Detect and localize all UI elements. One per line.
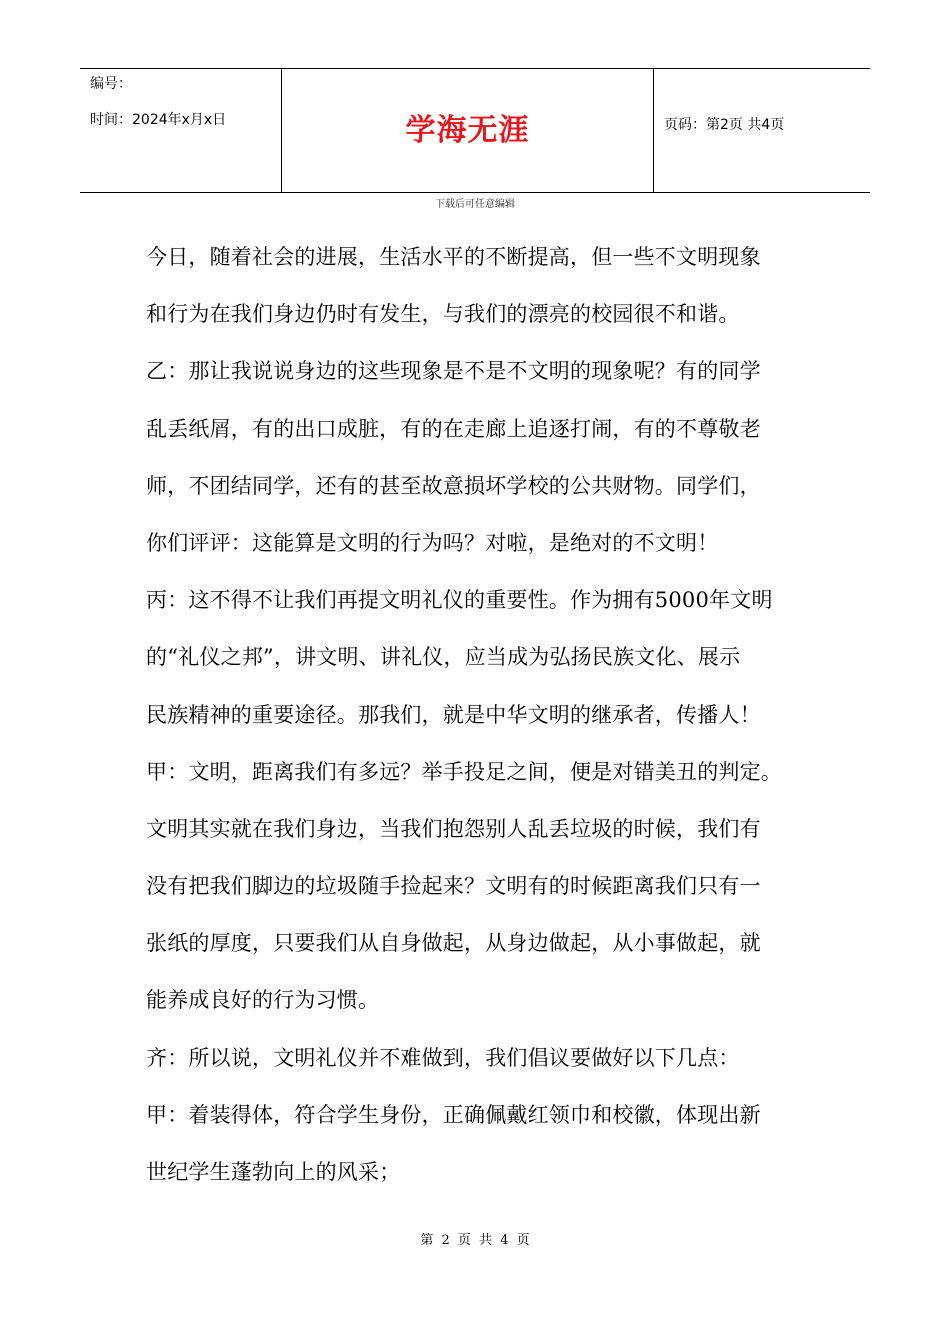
- body-line: 张纸的厚度，只要我们从自身做起，从身边做起，从小事做起，就: [146, 931, 761, 956]
- header-right-cell: [654, 69, 870, 192]
- header-left-cell: [80, 69, 281, 192]
- body-text: [146, 233, 846, 1205]
- body-line: 的“礼仪之邦”，讲文明、讲礼仪，应当成为弘扬民族文化、展示: [146, 645, 741, 670]
- body-line: 民族精神的重要途径。那我们，就是中华文明的继承者，传播人！: [146, 702, 761, 727]
- page-label: 页码：第2页 共4页: [664, 117, 785, 133]
- body-line: 今日，随着社会的进展，生活水平的不断提高，但一些不文明现象: [146, 245, 761, 269]
- brand-title: 学海无涯: [405, 113, 530, 148]
- body-line: 甲：文明，距离我们有多远？举手投足之间，便是对错美丑的判定。: [146, 759, 782, 784]
- body-line: 文明其实就在我们身边，当我们抱怨别人乱丢垃圾的时候，我们有: [146, 816, 761, 841]
- header-table: [80, 68, 870, 193]
- body-line: 能养成良好的行为习惯。: [146, 988, 380, 1013]
- header-brand-cell: [281, 69, 654, 192]
- serial-label: 编号：: [90, 76, 132, 92]
- body-line: 甲：着装得体，符合学生身份，正确佩戴红领巾和校徽，体现出新: [146, 1102, 761, 1127]
- body-line: 和行为在我们身边仍时有发生，与我们的漂亮的校园很不和谐。: [146, 302, 740, 327]
- body-line: 乙：那让我说说身边的这些现象是不是不文明的现象呢？有的同学: [146, 359, 761, 384]
- body-line: 乱丢纸屑，有的出口成脏，有的在走廊上追逐打闹，有的不尊敬老: [146, 416, 761, 441]
- body-line: 没有把我们脚边的垃圾随手捡起来？文明有的时候距离我们只有一: [146, 874, 761, 899]
- body-line: 齐：所以说，文明礼仪并不难做到，我们倡议要做好以下几点：: [146, 1045, 740, 1070]
- time-label: 时间：2024年x月x日: [90, 112, 227, 128]
- download-note: 下载后可任意编辑: [435, 199, 515, 210]
- body-line: 丙：这不得不让我们再提文明礼仪的重要性。作为拥有5000年文明: [146, 588, 773, 613]
- body-line: 你们评评：这能算是文明的行为吗？对啦，是绝对的不文明！: [146, 530, 719, 555]
- page-footer: 第 2 页 共 4 页: [420, 1233, 530, 1248]
- body-line: 世纪学生蓬勃向上的风采；: [146, 1160, 401, 1184]
- body-line: 师，不团结同学，还有的甚至故意损坏学校的公共财物。同学们，: [146, 473, 761, 498]
